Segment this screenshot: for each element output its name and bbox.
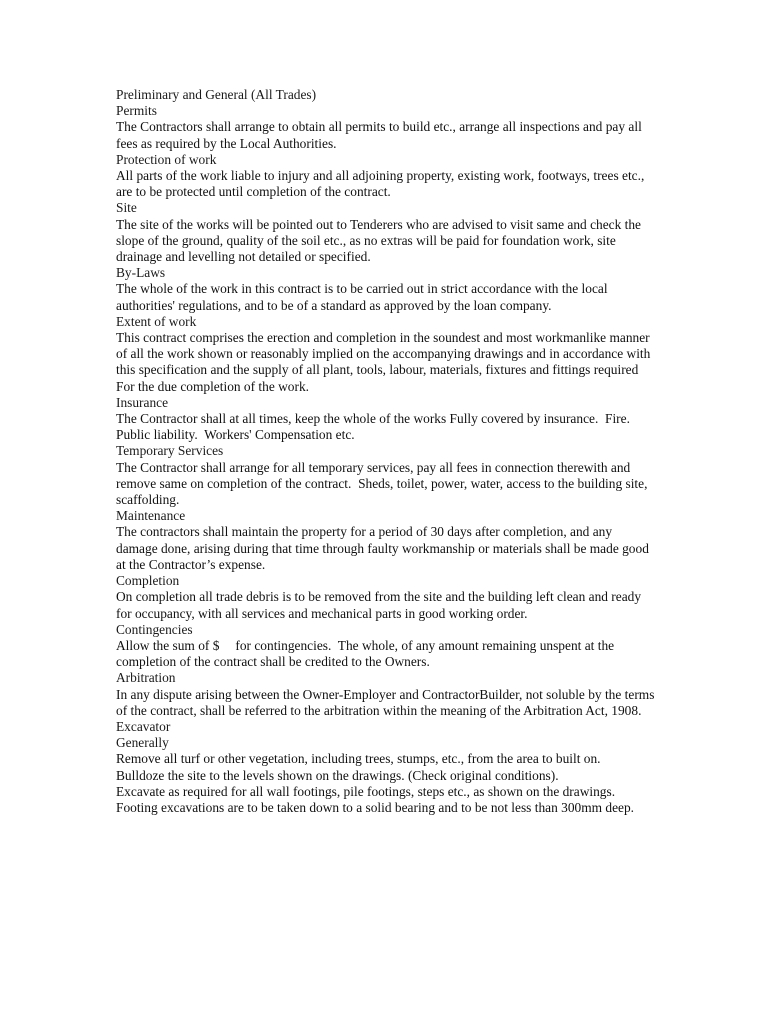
subheading-generally: Generally [116, 735, 169, 751]
section-heading-permits: Permits [116, 103, 157, 119]
section-text-arbitration: In any dispute arising between the Owner-Employer and ContractorBuilder, not soluble by the terms of the contract, shall be referred to the arbitration within the meaning of the Arbitration Act, 1908. [116, 686, 655, 718]
section-heading-protection-of-work: Protection of work [116, 151, 217, 167]
section-text-extent-of-work: This contract comprises the erection and completion in the soundest and most workmanlike manner of all the work shown or reasonably implied on the accompanying drawings and in accordance with this specification and the supply of all plant, tools, labour, materials, fixtures and fittings required For the due completion of the work. [116, 330, 651, 394]
contingencies-text-before: Allow the sum of $ [116, 637, 220, 653]
section-text-protection-of-work: All parts of the work liable to injury and all adjoining property, existing work, footways, trees etc., are to be protected until completion of the contract. [116, 168, 645, 200]
document-page [116, 87, 656, 816]
section-text-site: The site of the works will be pointed out to Tenderers who are advised to visit same and check the slope of the ground, quality of the soil etc., as no extras will be paid for foundation work, site drainage and levelling not detailed or specified. [116, 216, 641, 265]
section-text-maintenance: The contractors shall maintain the property for a period of 30 days after completion, and any damage done, arising during that time through faulty workmanship or materials shall be made good at the Contractor’s expense. [116, 524, 649, 572]
section-text-permits: The Contractors shall arrange to obtain all permits to build etc., arrange all inspections and pay all fees as required by the Local Authorities. [116, 119, 642, 151]
section-heading-temporary-services: Temporary Services [116, 443, 224, 459]
contingencies-text-after: for contingencies. The whole, of any amount remaining unspent at the completion of the contract shall be credited to the Owners. [116, 637, 618, 670]
section-heading-arbitration: Arbitration [116, 670, 176, 686]
section-heading-completion: Completion [116, 573, 180, 589]
section-heading-maintenance: Maintenance [116, 508, 186, 524]
section-heading-excavator: Excavator [116, 718, 171, 734]
section-heading-by-laws: By-Laws [116, 265, 166, 281]
section-text-completion: On completion all trade debris is to be removed from the site and the building left clean and ready for occupancy, with all services and mechanical parts in good working order. [116, 589, 642, 621]
section-heading-contingencies: Contingencies [116, 621, 193, 637]
section-text-contingencies [116, 638, 656, 670]
excavator-paragraph-footing: Footing excavations are to be taken down to a solid bearing and to be not less than 300mm deep. [116, 799, 635, 815]
section-heading-insurance: Insurance [116, 394, 169, 410]
section-text-by-laws: The whole of the work in this contract is to be carried out in strict accordance with the local authorities' regulations, and to be of a standard as approved by the loan company. [116, 281, 608, 313]
section-text-insurance: The Contractor shall at all times, keep the whole of the works Fully covered by insurance. Fire. Public liability. Workers' Compensation etc. [116, 411, 637, 443]
excavator-paragraph-excavate: Excavate as required for all wall footings, pile footings, steps etc., as shown on the drawings. [116, 783, 616, 799]
section-text-temporary-services: The Contractor shall arrange for all temporary services, pay all fees in connection therewith and remove same on completion of the contract. Sheds, toilet, power, water, access to the building site, scaffolding. [116, 459, 651, 508]
document-title: Preliminary and General (All Trades) [116, 87, 317, 102]
excavator-paragraph-remove-turf: Remove all turf or other vegetation, including trees, stumps, etc., from the area to built on. [116, 751, 601, 767]
section-heading-extent-of-work: Extent of work [116, 313, 197, 329]
section-heading-site: Site [116, 200, 137, 216]
excavator-paragraph-bulldoze: Bulldoze the site to the levels shown on the drawings. (Check original conditions). [116, 767, 559, 783]
